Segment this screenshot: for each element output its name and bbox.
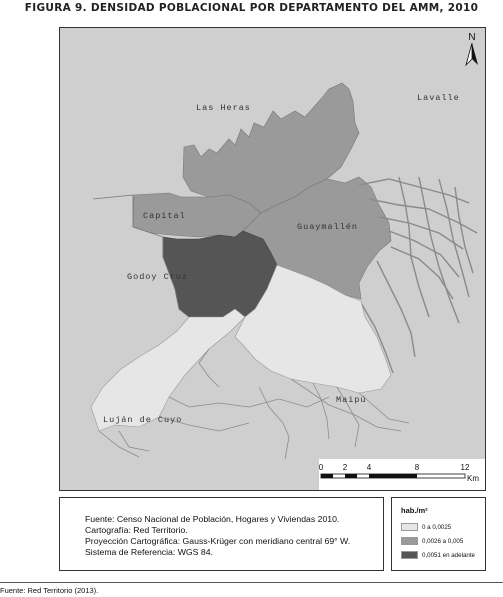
legend-swatch-high [401,551,418,559]
scale-tick-0: 0 [318,463,324,472]
figure-title: FIGURA 9. DENSIDAD POBLACIONAL POR DEPARTAMENTO DEL AMM, 2010 [24,2,479,14]
legend-item-low [401,522,451,532]
legend-swatch-mid [401,537,418,545]
legend-label-low: 0 a 0,0025 [422,523,452,531]
legend-label-high: 0,0051 en adelante [422,551,475,559]
legend-swatch-low [401,523,418,531]
legend-label-mid: 0,0026 a 0,005 [422,537,464,545]
north-arrow-icon [464,43,480,67]
footer-rule [0,582,503,583]
legend-item-high [401,550,475,560]
scale-bar [319,463,479,489]
scale-tick-4: 4 [366,463,372,472]
map-frame [59,27,486,491]
legend-title: hab./m² [401,506,428,515]
north-arrow [464,32,480,70]
place-label-lujan-de-cuyo: Luján de Cuyo [103,415,183,425]
legend [391,497,486,571]
scale-unit: Km [467,474,479,483]
scale-tick-8: 8 [414,463,420,472]
scale-bar-graphic [319,473,469,481]
info-line-census: Fuente: Censo Nacional de Población, Hogares y Viviendas 2010. [85,514,340,524]
place-label-lavalle: Lavalle [417,93,460,103]
legend-item-mid [401,536,463,546]
north-label: N [468,32,476,43]
place-label-guaymallen: Guaymallén [297,222,359,232]
scale-tick-2: 2 [342,463,348,472]
source-info-box [59,497,384,571]
info-line-cartography: Cartografía: Red Territorio. [85,525,188,535]
place-label-las-heras: Las Heras [196,103,251,113]
place-label-maipu: Maipú [336,395,367,405]
source-note: Fuente: Red Territorio (2013). [0,586,99,595]
info-line-reference: Sistema de Referencia: WGS 84. [85,547,213,557]
scale-tick-12: 12 [460,463,470,472]
place-label-godoy-cruz: Godoy Cruz [127,272,189,282]
info-line-projection: Proyección Cartográfica: Gauss-Krüger con meridiano central 69° W. [85,536,351,546]
place-label-capital: Capital [143,211,186,221]
